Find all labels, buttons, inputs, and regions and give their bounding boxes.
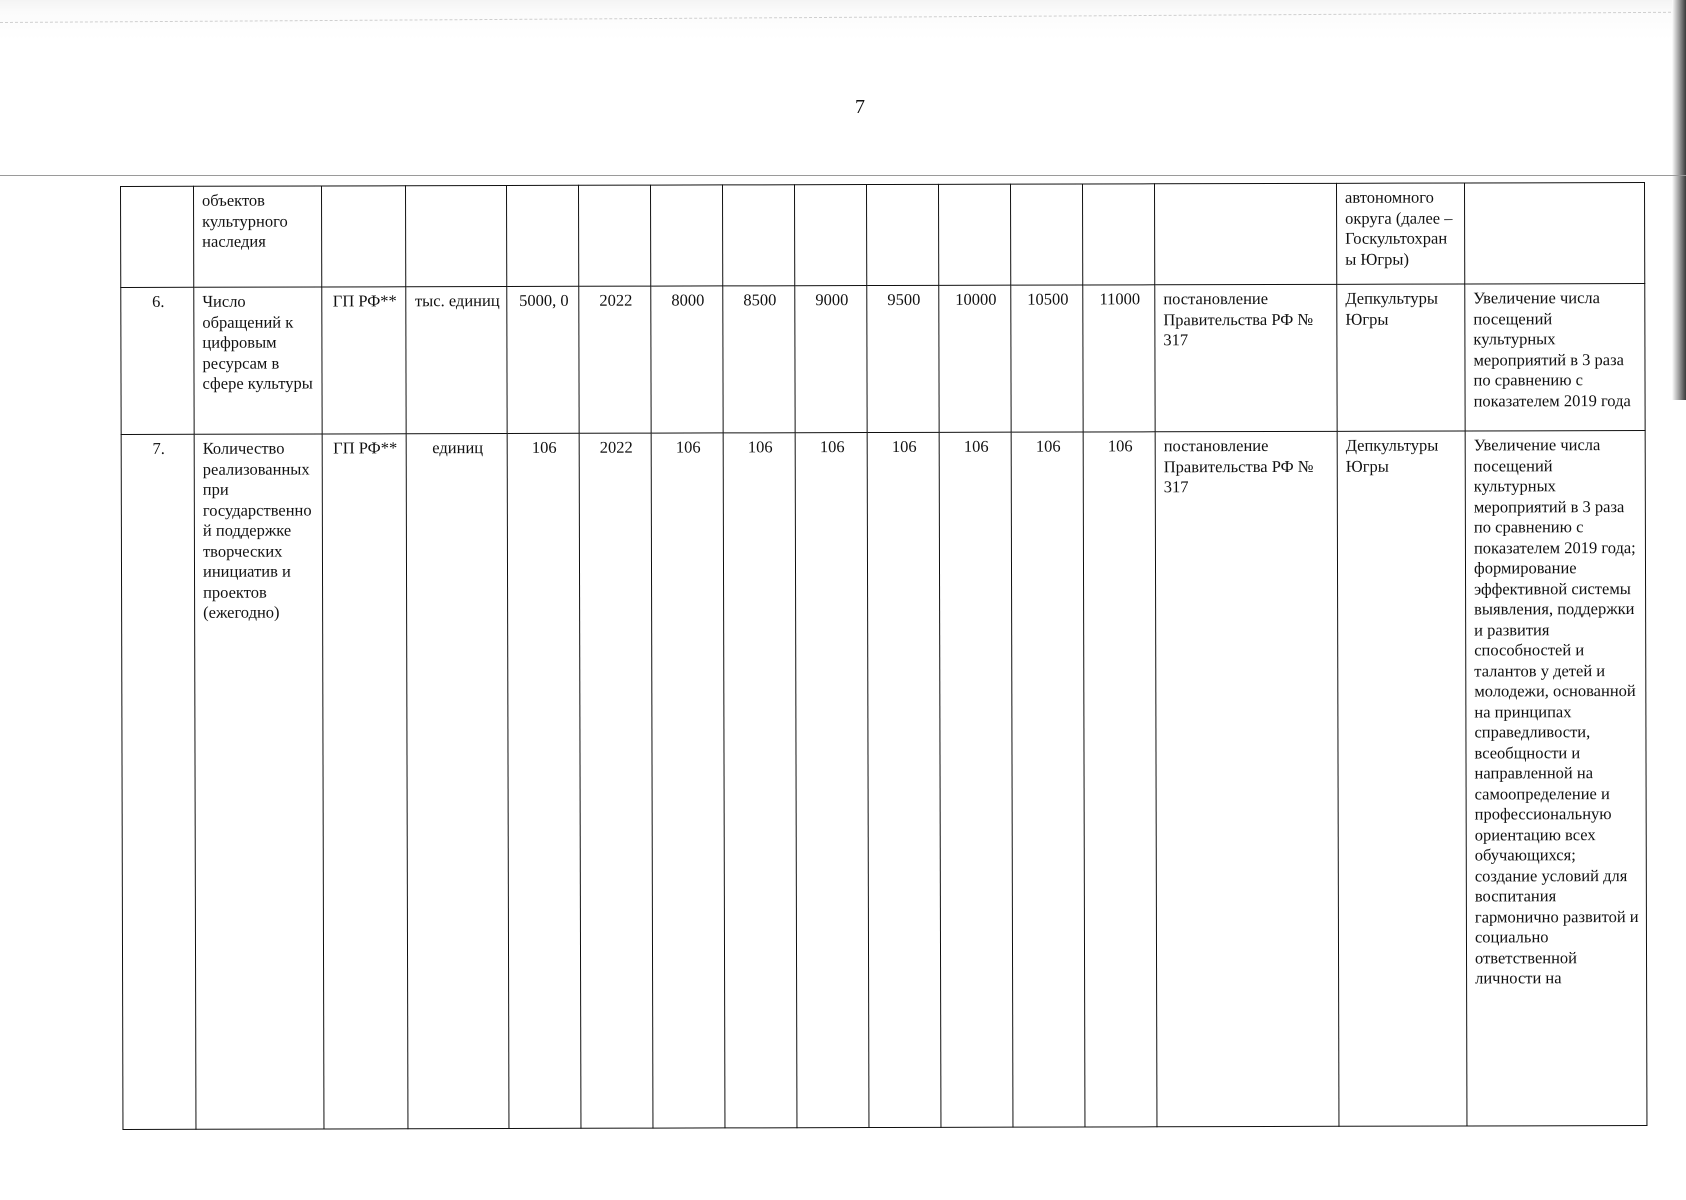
cell-year-3: 106 [795,433,869,1128]
cell-level: ГП РФ** [322,287,406,434]
cell-base-value: 5000, 0 [507,286,579,433]
cell-unit [406,185,507,286]
cell-year-4 [866,184,938,285]
cell-unit: тыс. единиц [406,286,507,433]
cell-num: 7. [121,434,196,1129]
cell-base-value: 106 [507,433,581,1128]
cell-base-year: 2022 [579,433,653,1128]
page-number: 7 [855,96,865,118]
cell-year-7: 11000 [1083,285,1155,432]
cell-num [121,186,194,287]
cell-result: Увеличение числа посещений культурных мероприятий в 3 раза по сравнению с показателем 2019 года [1465,284,1645,431]
scan-right-shadow [1672,0,1686,400]
cell-responsible: Депкультуры Югры [1337,431,1467,1126]
cell-year-4: 9500 [867,285,939,432]
cell-year-7 [1082,184,1154,285]
cell-document: постановление Правительства РФ № 317 [1155,284,1337,431]
cell-year-5: 106 [939,432,1013,1127]
cell-year-3 [794,185,866,286]
cell-num: 6. [121,287,194,434]
cell-responsible: Депкультуры Югры [1337,284,1465,431]
table-row [121,431,1647,1130]
cell-year-3: 9000 [795,286,867,433]
cell-indicator: Количество реализованных при государственной поддержке творческих инициатив и проектов (ежегодно) [194,434,324,1129]
table-row-continued [121,183,1645,288]
cell-base-year: 2022 [579,286,651,433]
cell-year-2 [722,185,794,286]
cell-year-1: 106 [651,433,725,1128]
page-divider [0,175,1686,176]
cell-document: постановление Правительства РФ № 317 [1155,431,1339,1126]
table-row [121,284,1645,435]
cell-year-1 [650,185,722,286]
cell-year-6: 10500 [1011,285,1083,432]
cell-year-5: 10000 [939,285,1011,432]
cell-responsible: автономного округа (далее – Госкультохраны Югры) [1336,183,1464,284]
cell-level [322,186,406,287]
cell-base-year [578,185,650,286]
indicators-table-wrapper [120,182,1646,1130]
cell-year-7: 106 [1083,432,1157,1127]
cell-indicator: объектов культурного наследия [194,186,322,287]
cell-year-1: 8000 [651,286,723,433]
cell-year-2: 106 [723,433,797,1128]
cell-year-6 [1010,184,1082,285]
cell-year-2: 8500 [723,286,795,433]
cell-year-4: 106 [867,432,941,1127]
cell-result [1464,183,1644,284]
cell-year-6: 106 [1011,432,1085,1127]
cell-year-5 [938,184,1010,285]
indicators-table [120,182,1647,1130]
cell-level: ГП РФ** [322,434,408,1129]
cell-result: Увеличение числа посещений культурных мероприятий в 3 раза по сравнению с показателем 2019 года; формирование эффективной системы выявления, поддержки и развития способностей и талантов у детей и молодежи, основанной на принципах справедливости, всеобщности и направленной на самоопределение и профессиональную ориентацию всех обучающихся; создание условий для воспитания гармонично развитой и социально ответственной личности на [1465,431,1647,1126]
cell-indicator: Число обращений к цифровым ресурсам в сфере культуры [194,287,322,434]
cell-document [1154,183,1336,284]
cell-base-value [506,185,578,286]
cell-unit: единиц [406,433,509,1128]
